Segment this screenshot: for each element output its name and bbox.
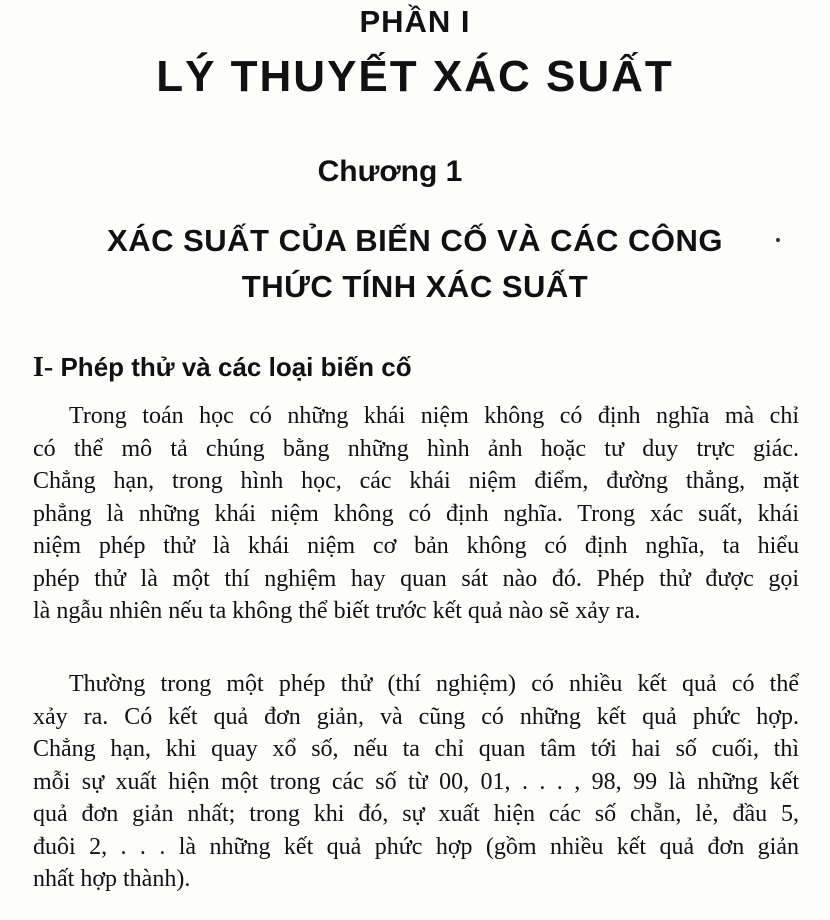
part-title: LÝ THUYẾT XÁC SUẤT (156, 52, 674, 101)
paragraph-line: Trong toán học có những khái niệm không có định nghĩa mà chỉ (69, 403, 799, 429)
print-speck (776, 238, 780, 242)
section-number: I- (33, 352, 54, 383)
paragraph-line: có thể mô tả chúng bằng những hình ảnh hoặc tư duy trực giác. (33, 435, 799, 462)
section-title: Phép thử và các loại biến cố (60, 352, 412, 382)
paragraph-1 (33, 400, 799, 628)
paragraph-line: là ngẫu nhiên nếu ta không thể biết trước kết quả nào sẽ xảy ra. (33, 598, 641, 624)
chapter-title (0, 218, 830, 310)
chapter-title-line-2: THỨC TÍNH XÁC SUẤT (241, 269, 589, 304)
section-heading (33, 352, 412, 384)
paragraph-line: phép thử là một thí nghiệm hay quan sát nào đó. Phép thử được gọi (33, 565, 799, 592)
chapter-title-line-1: XÁC SUẤT CỦA BIẾN CỐ VÀ CÁC CÔNG (107, 223, 723, 258)
paragraph-line: đuôi 2, . . . là những kết quả phức hợp (gồm nhiều kết quả đơn giản (33, 833, 799, 860)
chapter-label: Chương 1 (317, 155, 463, 188)
part-label: PHẦN I (359, 4, 471, 39)
paragraph-line: phẳng là những khái niệm không có định nghĩa. Trong xác suất, khái (33, 500, 799, 527)
paragraph-line: mỗi sự xuất hiện một trong các số từ 00, 01, . . . , 98, 99 là những kết (33, 768, 799, 795)
paragraph-line: Chẳng hạn, khi quay xổ số, nếu ta chỉ quan tâm tới hai số cuối, thì (33, 736, 799, 762)
paragraph-line: Thường trong một phép thử (thí nghiệm) có nhiều kết quả có thể (69, 671, 799, 697)
paragraph-line: xảy ra. Có kết quả đơn giản, và cũng có những kết quả phức hợp. (33, 703, 799, 730)
paragraph-line: quả đơn giản nhất; trong khi đó, sự xuất hiện các số chẵn, lẻ, đầu 5, (33, 801, 799, 827)
paragraph-line: niệm phép thử là khái niệm cơ bản không có định nghĩa, ta hiểu (33, 533, 799, 559)
paragraph-line: Chẳng hạn, trong hình học, các khái niệm điểm, đường thẳng, mặt (33, 468, 799, 494)
paragraph-line: nhất hợp thành). (33, 866, 191, 892)
paragraph-2 (33, 668, 799, 896)
